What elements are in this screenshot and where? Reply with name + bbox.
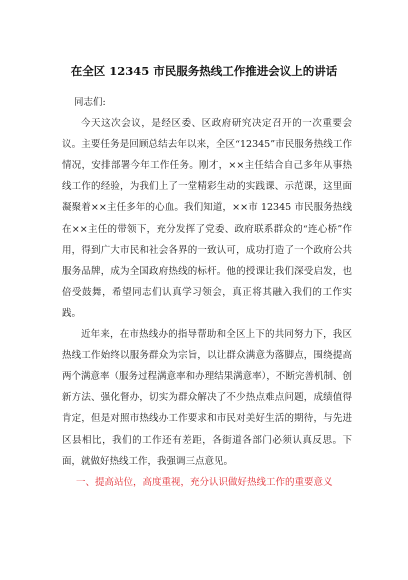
paragraph-1: 今天这次会议，是经区委、区政府研究决定召开的一次重要会议。主要任务是回顾总结去年以来，全区“12345”市民服务热线工作情况，安排部署今年工作任务。刚才，××主任结合自己多年从事热线工作的经验，为我们上了一堂精彩生动的实践课、示范课，这里面凝聚着××主任多年的心血。我们知道，××市 12345 市民服务热线在××主任的带领下，充分发挥了党委、政府联系群众的“连心桥”作用，得到广大市民和社会各界的一致认可，成功打造了一个政府公共服务品牌，成为全国政府热线的标杆。他的授课让我们深受启发，也倍受鼓舞，希望同志们认真学习领会，真正将其融入我们的工作实践。 [62, 118, 352, 319]
paragraph-2: 近年来，在市热线办的指导帮助和全区上下的共同努力下，我区热线工作始终以服务群众为宗旨，以让群众满意为落脚点，围绕提高两个满意率（服务过程满意率和办理结果满意率），不断完善机制、创新方法、强化督办，切实为群众解决了不少热点难点问题，成绩值得肯定，但是对照市热线办工作要求和市民对美好生活的期待，与先进区县相比，我们的工作还有差距，各街道各部门必须认真反思。下面，就做好热线工作，我强调三点意见。 [62, 329, 352, 467]
section-heading: 一、提高站位，高度重视，充分认识做好热线工作的重要意义 [76, 477, 333, 488]
document-title: 在全区 12345 市民服务热线工作推进会议上的讲话 [70, 64, 338, 78]
document-body [62, 92, 352, 472]
greeting: 同志们: [74, 97, 106, 108]
